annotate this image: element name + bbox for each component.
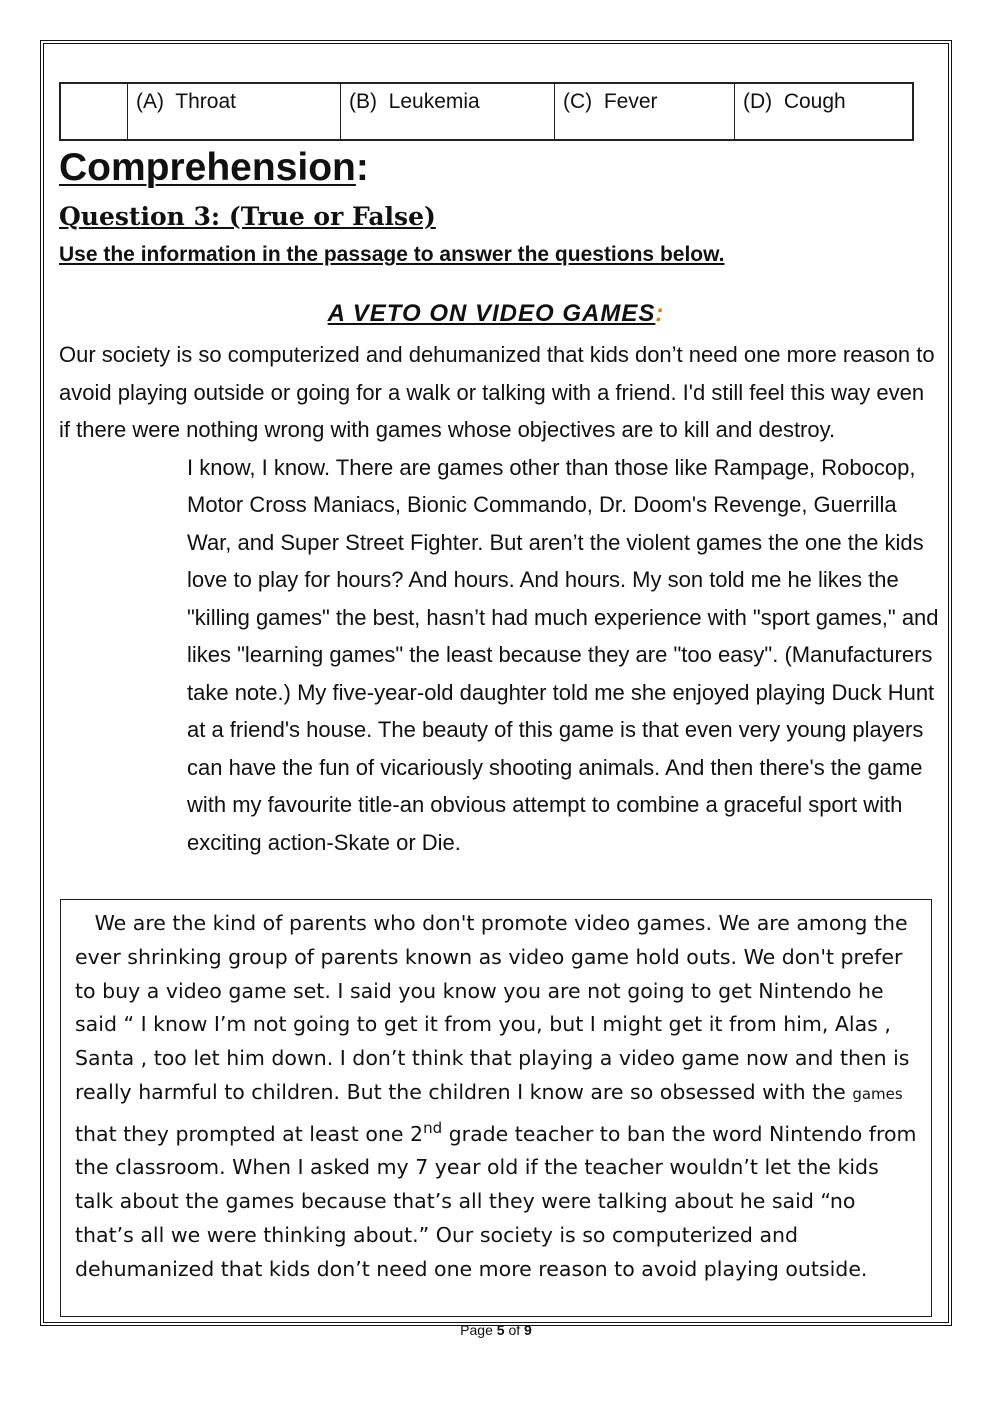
page-footer: Page 5 of 9 [460, 1322, 532, 1338]
passage-paragraph-1: Our society is so computerized and dehumanized that kids don’t need one more reason to avoid playing outside or going for a walk or talking with a friend. I'd still feel this way even if there were nothing wrong with games whose objectives are to kill and destroy. [59, 342, 935, 442]
instruction-text: Use the information in the passage to answer the questions below. [59, 243, 725, 266]
section-heading: Comprehension: [59, 146, 369, 189]
passage-title: A VETO ON VIDEO GAMES: [327, 300, 665, 327]
option-c: (C) Fever [555, 83, 735, 140]
passage-paragraph-2: I know, I know. There are games other than those like Rampage, Robocop, Motor Cross Maniacs, Bionic Commando, Dr. Doom's Revenge, Guerrilla War, and Super Street Fighter. But aren’t the violent games the one the kids love to play for hours? And hours. And hours. My son told me he likes the "killing games" the best, hasn’t had much experience with "sport games," and likes "learning games" the least because they are "too easy". (Manufacturers take note.) My five-year-old daughter told me she enjoyed playing Duck Hunt at a friend's house. The beauty of this game is that even very young players can have the fun of vicariously shooting animals. And then there's the game with my favourite title-an obvious attempt to combine a graceful sport with exciting action-Skate or Die. [187, 454, 939, 855]
option-a: (A) Throat [128, 83, 341, 140]
boxed-passage [60, 899, 932, 1317]
option-b: (B) Leukemia [341, 83, 555, 140]
option-blank-cell [60, 83, 128, 140]
question-heading: Question 3: (True or False) [59, 202, 436, 231]
boxed-paragraph: We are the kind of parents who don't promote video games. We are among the ever shrinking group of parents known as video game hold outs. We don't prefer to buy a video game set. I said you know you are not going to get Nintendo he said “ I know I’m not going to get it from you, but I might get it from him, Alas , Santa , too let him down. I don’t think that playing a video game now and then is really harmful to children. But the children I know are so obsessed with the games that they prompted at least one 2nd grade teacher to ban the word Nintendo from the classroom. When I asked my 7 year old if the teacher wouldn’t let the kids talk about the games because that’s all they were talking about he said “no that’s all we were thinking about.” Our society is so computerized and dehumanized that kids don’t need one more reason to avoid playing outside. [75, 911, 917, 1281]
option-d: (D) Cough [735, 83, 914, 140]
answer-options-table [59, 82, 914, 141]
passage-body [59, 336, 939, 861]
